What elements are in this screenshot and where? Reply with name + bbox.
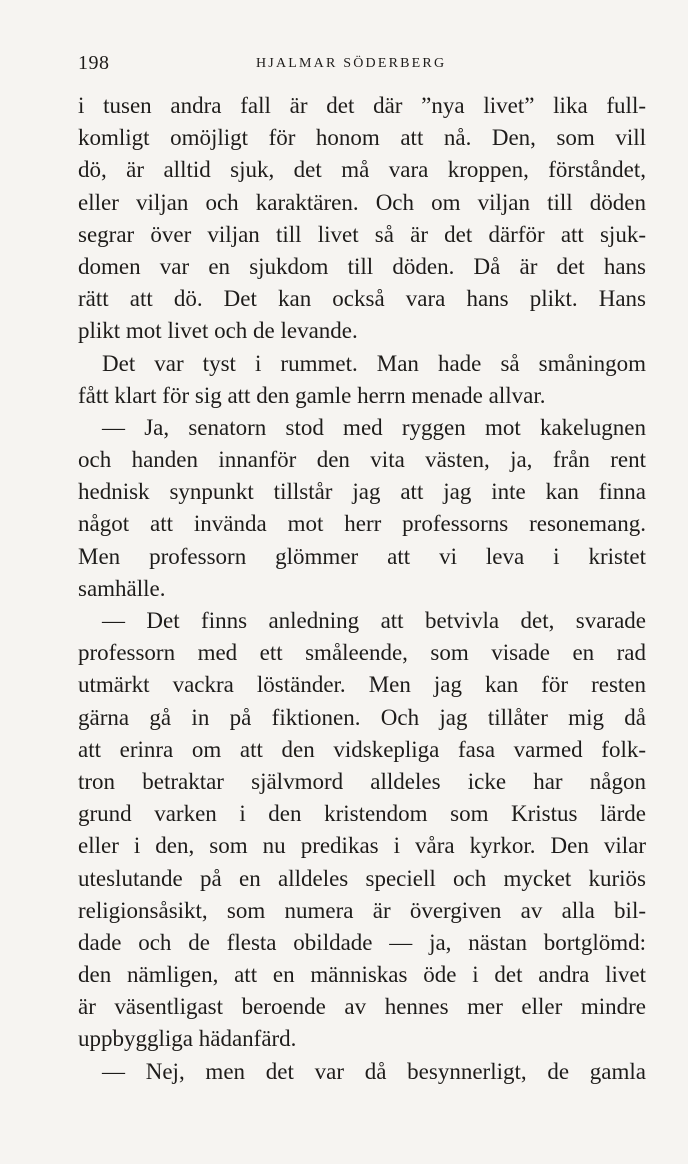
text-line: tron betraktar självmord alldeles icke har någon <box>78 768 646 794</box>
text-line: uppbyggliga hädanfärd. <box>78 1026 297 1052</box>
text-line: — Ja, senatorn stod med ryggen mot kakelugnen <box>102 414 646 440</box>
text-line: eller viljan och karaktären. Och om viljan till döden <box>78 189 646 215</box>
text-line: — Det finns anledning att betvivla det, svarade <box>102 608 646 633</box>
text-line: uteslutande på en alldeles speciell och mycket kuriös <box>78 865 646 891</box>
text-line: Men professorn glömmer att vi leva i kristet <box>78 543 646 569</box>
text-line: grund varken i den kristendom som Kristus lärde <box>78 801 646 827</box>
text-line: Det var tyst i rummet. Man hade så småningom <box>102 350 646 376</box>
text-line: — Nej, men det var då besynnerligt, de gamla <box>102 1058 646 1084</box>
text-line: utmärkt vackra löständer. Men jag kan för resten <box>78 672 646 698</box>
text-line: segrar över viljan till livet så är det därför att sjuk- <box>78 221 646 247</box>
text-line: den nämligen, att en människas öde i det andra livet <box>78 962 646 988</box>
text-line: är väsentligast beroende av hennes mer eller mindre <box>78 994 646 1020</box>
text-line: dö, är alltid sjuk, det må vara kroppen, förståndet, <box>78 157 646 183</box>
text-line: religionsåsikt, som numera är övergiven av alla bil- <box>78 897 646 923</box>
page-header <box>78 52 638 82</box>
text-line: domen var en sjukdom till döden. Då är det hans <box>78 253 646 279</box>
text-line: hednisk synpunkt tillstår jag att jag inte kan finna <box>78 479 646 505</box>
text-line: komligt omöjligt för honom att nå. Den, som vill <box>78 125 646 151</box>
text-line: gärna gå in på fiktionen. Och jag tillåter mig då <box>78 704 646 730</box>
text-line: professorn med ett småleende, som visade en rad <box>78 640 646 666</box>
text-line: fått klart för sig att den gamle herrn menade allvar. <box>78 382 546 408</box>
text-line: rätt att dö. Det kan också vara hans plikt. Hans <box>78 286 646 312</box>
text-line: och handen innanför den vita västen, ja, från rent <box>78 447 646 473</box>
text-line: något att invända mot herr professorns resonemang. <box>78 511 646 537</box>
page-number: 198 <box>78 52 110 74</box>
text-line: eller i den, som nu predikas i våra kyrkor. Den vilar <box>78 833 646 859</box>
text-line: att erinra om att den vidskepliga fasa varmed folk- <box>78 736 646 762</box>
text-line: samhälle. <box>78 575 166 601</box>
text-line: plikt mot livet och de levande. <box>78 318 358 344</box>
text-line: dade och de flesta obildade — ja, nästan bortglömd: <box>78 929 646 955</box>
body-text <box>78 90 646 1088</box>
text-line: i tusen andra fall är det där ”nya livet” lika full- <box>78 93 646 118</box>
running-head: HJALMAR SÖDERBERG <box>256 56 447 71</box>
